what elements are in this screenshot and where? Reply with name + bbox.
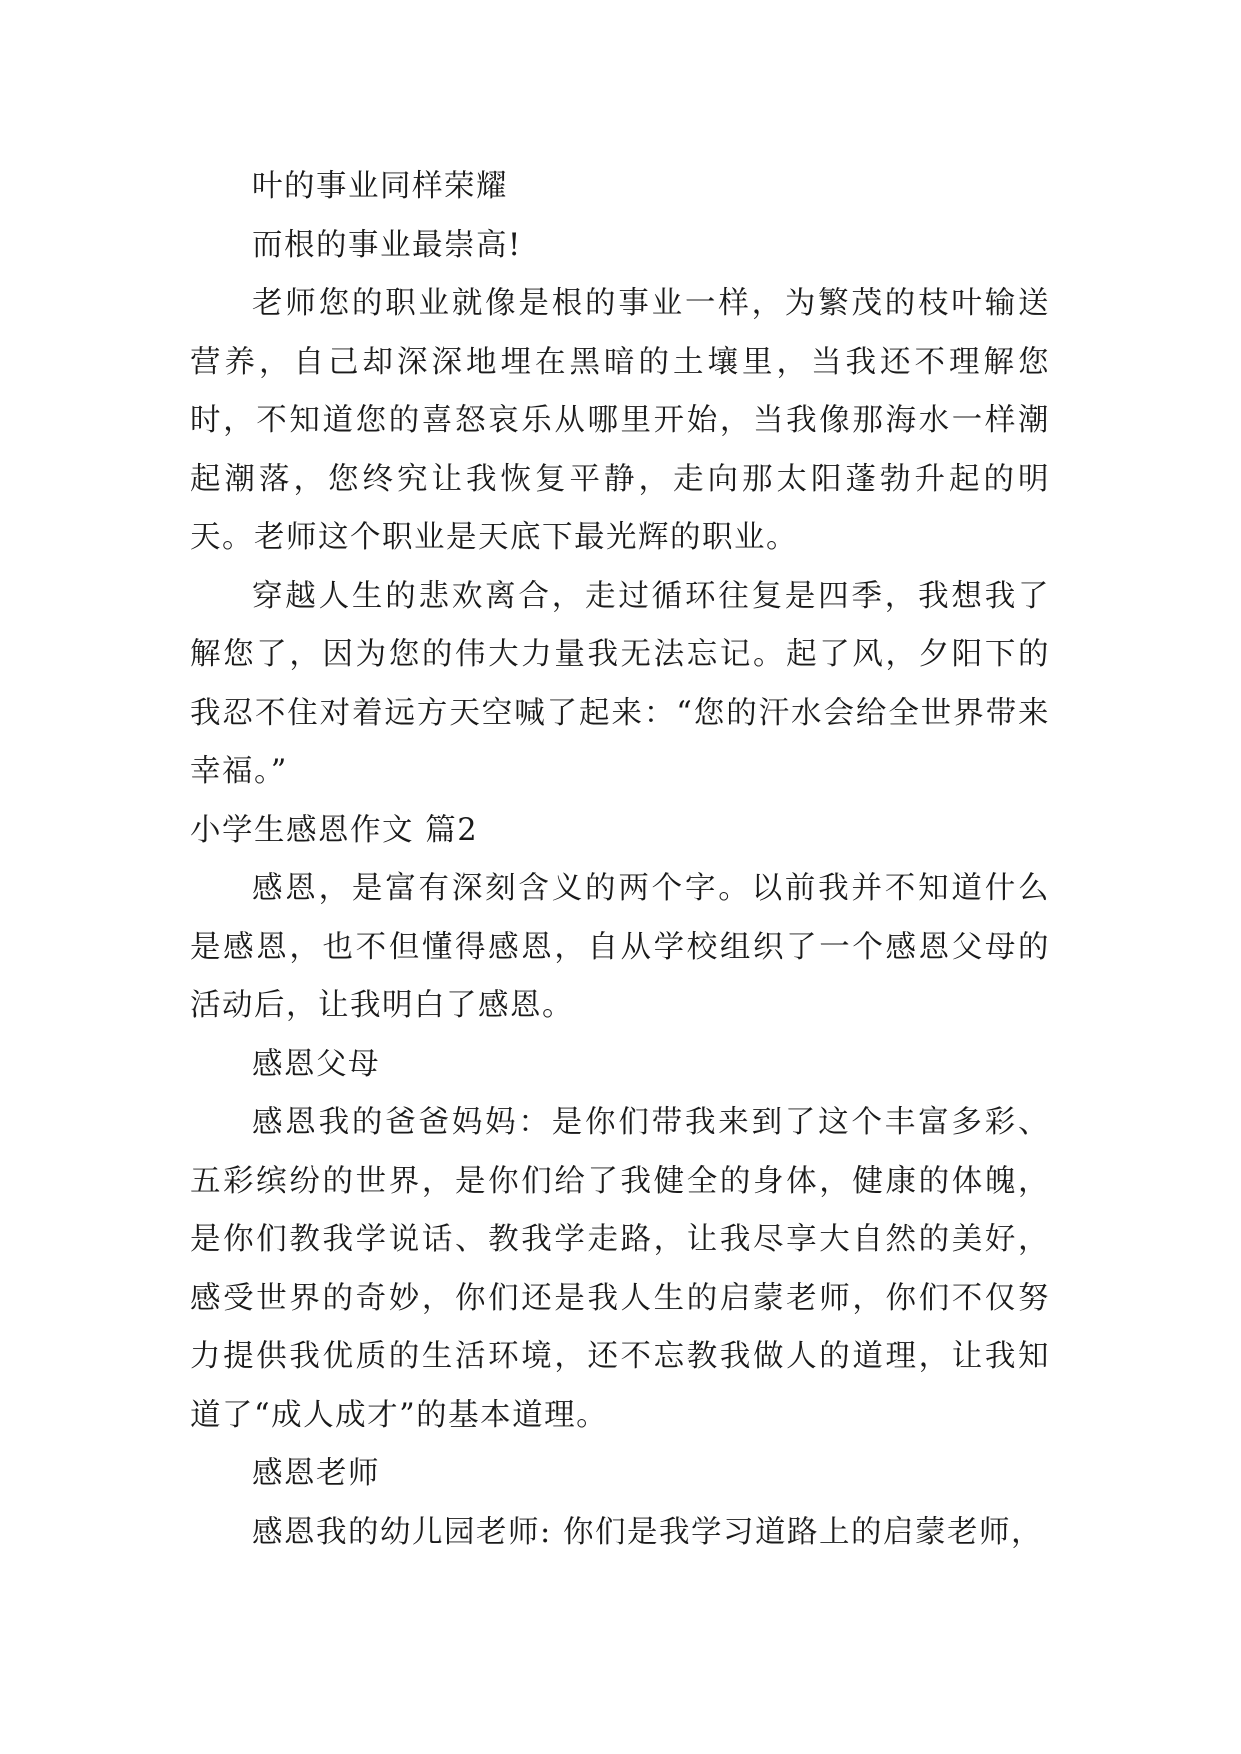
subheading-parents: 感恩父母 [252, 1046, 380, 1082]
paragraph-4: 穿越人生的悲欢离合，走过循环往复是四季，我想我了解您了，因为您的伟大力量我无法忘记。起了风，夕阳下的我忍不住对着远方天空喊了起来：“您的汗水会给全世界带来幸福。” [190, 578, 1050, 789]
paragraph-7: 感恩我的幼儿园老师: 你们是我学习道路上的启蒙老师， [252, 1514, 1043, 1550]
paragraph-1: 叶的事业同样荣耀 [252, 169, 508, 204]
paragraph-6: 感恩我的爸爸妈妈：是你们带我来到了这个丰富多彩、五彩缤纷的世界，是你们给了我健全的身体，健康的体魄，是你们教我学说话、教我学走路，让我尽享大自然的美好，感受世界的奇妙，你们还是我人生的启蒙老师，你们不仅努力提供我优质的生活环境，还不忘教我做人的道理，让我知道了“成人成才”的基本道理。 [190, 1105, 1050, 1433]
document-body [190, 158, 1050, 1562]
paragraph-5: 感恩，是富有深刻含义的两个字。以前我并不知道什么是感恩，也不但懂得感恩，自从学校组织了一个感恩父母的活动后，让我明白了感恩。 [190, 871, 1050, 1023]
subheading-teachers: 感恩老师 [252, 1456, 380, 1491]
paragraph-2: 而根的事业最崇高! [252, 227, 522, 263]
section-heading: 小学生感恩作文 篇2 [190, 812, 479, 848]
paragraph-3: 老师您的职业就像是根的事业一样，为繁茂的枝叶输送营养，自己却深深地埋在黑暗的土壤里，当我还不理解您时，不知道您的喜怒哀乐从哪里开始，当我像那海水一样潮起潮落，您终究让我恢复平静，走向那太阳蓬勃升起的明天。老师这个职业是天底下最光辉的职业。 [190, 286, 1050, 555]
